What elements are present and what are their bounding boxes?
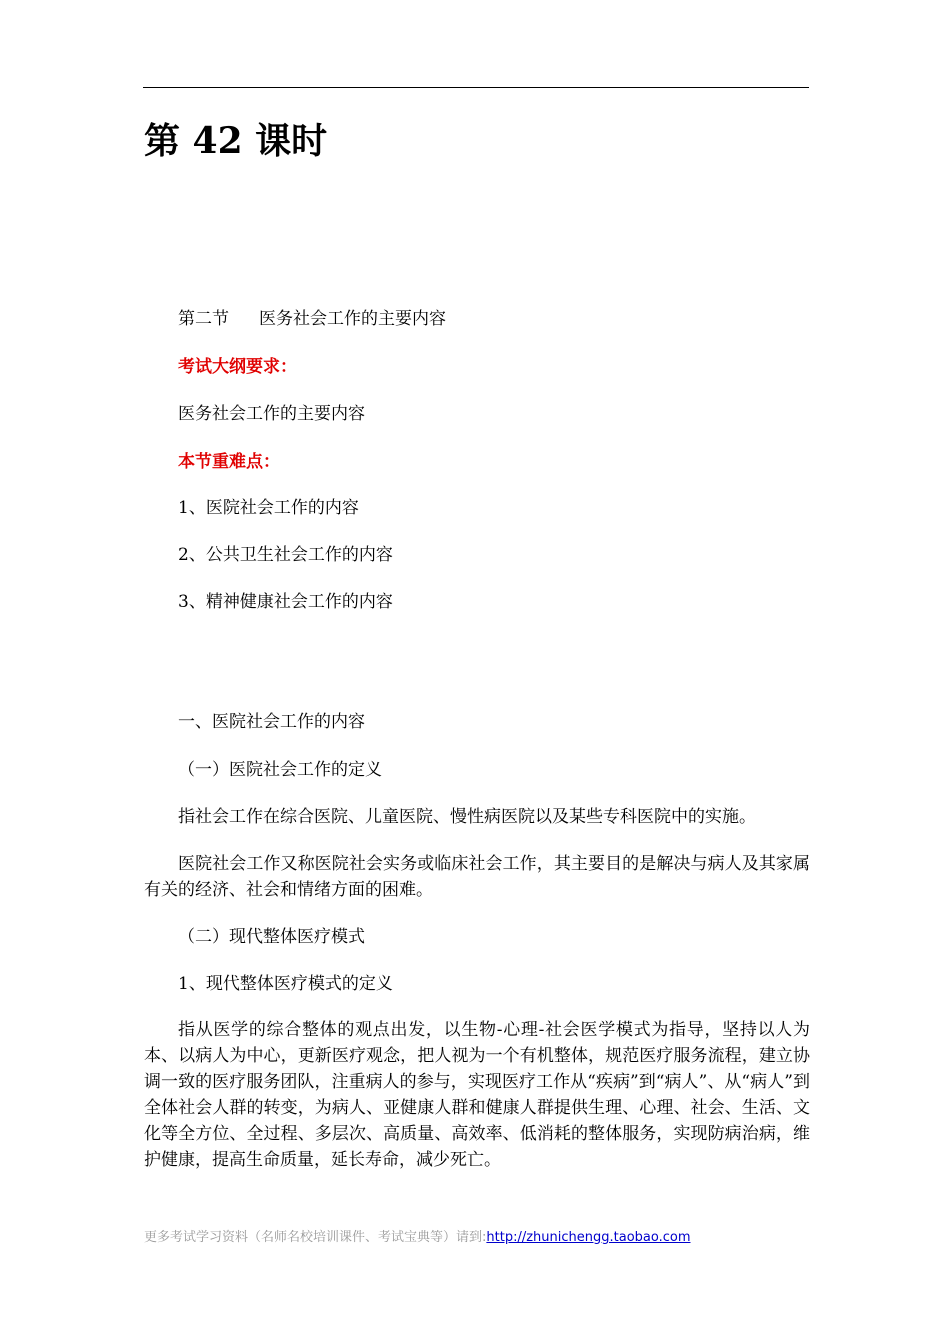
key-points-label: 本节重难点： — [178, 452, 280, 472]
sub2-heading: （二）现代整体医疗模式 — [178, 927, 365, 947]
sub1-heading: （一）医院社会工作的定义 — [178, 760, 382, 780]
section-number: 第二节 — [178, 309, 229, 329]
sub1-paragraph-2: 医院社会工作又称医院社会实务或临床社会工作，其主要目的是解决与病人及其家属有关的经济、社会和情绪方面的困难。 — [144, 854, 810, 900]
page-title: 第 42 课时 — [144, 120, 328, 162]
sub2-paragraph-1: 指从医学的综合整体的观点出发，以生物-心理-社会医学模式为指导，坚持以人为本、以病人为中心，更新医疗观念，把人视为一个有机整体，规范医疗服务流程，建立协调一致的医疗服务团队，注重病人的参与，实现医疗工作从“疾病”到“病人”、从“病人”到全体社会人群的转变，为病人、亚健康人群和健康人群提供生理、心理、社会、生活、文化等全方位、全过程、多层次、高质量、高效率、低消耗的整体服务，实现防病治病，维护健康，提高生命质量，延长寿命，减少死亡。 — [144, 1020, 810, 1170]
sub1-paragraph-1: 指社会工作在综合医院、儿童医院、慢性病医院以及某些专科医院中的实施。 — [178, 807, 756, 827]
key-point-item: 2、公共卫生社会工作的内容 — [178, 545, 393, 565]
requirements-label: 考试大纲要求： — [178, 357, 297, 377]
requirements-text: 医务社会工作的主要内容 — [178, 404, 365, 424]
section-name: 医务社会工作的主要内容 — [259, 309, 446, 329]
key-point-item: 3、精神健康社会工作的内容 — [178, 592, 393, 612]
footer-link[interactable]: http://zhunichengg.taobao.com — [486, 1230, 691, 1245]
footer — [144, 1226, 691, 1245]
key-point-item: 1、医院社会工作的内容 — [178, 498, 359, 518]
part1-heading: 一、医院社会工作的内容 — [178, 712, 365, 732]
header-rule — [143, 87, 809, 88]
footer-text: 更多考试学习资料（名师名校培训课件、考试宝典等）请到: — [144, 1230, 487, 1245]
section-heading — [178, 307, 446, 331]
sub2-item-1: 1、现代整体医疗模式的定义 — [178, 974, 393, 994]
